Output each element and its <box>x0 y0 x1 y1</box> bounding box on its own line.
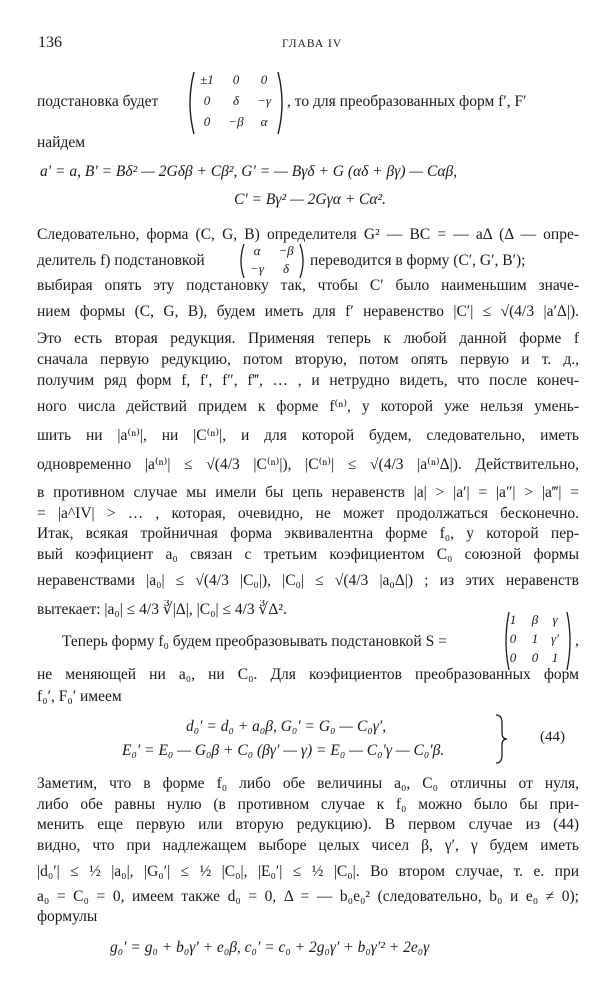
text-line: f₀′, F₀′ имеем <box>37 688 122 705</box>
matrix-1-cell: 0 <box>203 114 211 129</box>
text-line: вытекает: |a₀| ≤ 4/3 ∛|Δ|, |C₀| ≤ 4/3 ∛Δ². <box>37 601 287 618</box>
text-line: Заметим, что в форме f₀ либо обе величины a₀, C₀ отличны от нуля, <box>37 775 579 792</box>
matrix-2-cell: −β <box>278 243 294 258</box>
text-line: в противном случае мы имели бы цепь неравенств |a| > |a′| = |a″| > |a‴| = <box>37 484 579 501</box>
substitution-matrix-3 <box>503 610 575 672</box>
text-line: a₀ = C₀ = 0, имеем также d₀ = 0, Δ = — b₀e₀² (следовательно, b₀ и e₀ ≠ 0); <box>37 888 579 905</box>
chapter-title: ГЛАВА IV <box>282 38 343 50</box>
equation-line: E₀′ = E₀ — G₀β + C₀ (βγ′ — γ) = E₀ — C₀′γ — C₀′β. <box>122 742 445 759</box>
matrix-3-cell: γ <box>552 612 558 627</box>
equation-line: a′ = a, B′ = Bδ² — 2Gδβ + Cβ², G′ = — Bγδ + G (αδ + βγ) — Cαβ, <box>40 163 458 180</box>
text-line: сначала первую редукцию, потом вторую, потом опять первую и т. д., <box>37 351 579 368</box>
matrix-3-cell: 0 <box>509 650 517 665</box>
matrix-1-cell: α <box>260 114 268 129</box>
matrix-3-cell: 0 <box>509 631 517 646</box>
text-line: формулы <box>37 908 98 925</box>
matrix-3-cell: 0 <box>531 650 539 665</box>
text-line: найдем <box>37 134 86 151</box>
text-line: делитель f) подстановкой <box>37 252 205 269</box>
matrix-3-cell: β <box>531 612 539 627</box>
matrix-1-cell: 0 <box>232 72 240 87</box>
matrix-2-cell: α <box>253 243 261 258</box>
text-line: переводится в форму (C′, G′, B′); <box>310 252 526 269</box>
text-line: неравенствами |a₀| ≤ √(4/3 |C₀|), |C₀| ≤ √(4/3 |a₀Δ|) ; из этих неравенств <box>37 572 579 589</box>
text-line: Итак, всякая тройничная форма эквивалентна форме f₀, у которой пер- <box>37 525 579 542</box>
text-line: менить еще первую или вторую редукцию). В первом случае из (44) <box>37 816 579 833</box>
text-line: не меняющей ни a₀, ни C₀. Для коэфициентов преобразованных форм <box>37 666 579 683</box>
text-line: шить ни |a⁽ⁿ⁾|, ни |C⁽ⁿ⁾|, и для которой будем, следовательно, иметь <box>37 427 579 444</box>
text-line: получим ряд форм f, f′, f″, f‴, … , и нетрудно видеть, что после конеч- <box>37 372 579 389</box>
matrix-3-cell: 1 <box>509 612 517 627</box>
equation-number: (44) <box>540 729 565 745</box>
text-line: , то для преобразованных форм f′, F′ <box>287 93 527 110</box>
text-line: либо обе равны нулю (в противном случае к f₀ можно было бы при- <box>37 796 579 813</box>
matrix-1-cell: ±1 <box>200 72 214 87</box>
text-line: видно, что при надлежащем выборе целых чисел β, γ′, γ будем иметь <box>37 837 579 854</box>
matrix-3-cell: 1 <box>531 631 539 646</box>
matrix-1-cell: −β <box>228 114 244 129</box>
substitution-matrix-2 <box>238 242 306 280</box>
matrix-2-cell: δ <box>282 261 290 276</box>
equation-line: d₀′ = d₀ + a₀β, G₀′ = G₀ — C₀γ′, <box>186 718 387 735</box>
text-line: |d₀′| ≤ ½ |a₀|, |G₀′| ≤ ½ |C₀|, |E₀′| ≤ ½ |C₀|. Во втором случае, т. е. при <box>37 863 579 880</box>
text-line: нием формы (C, G, B), будем иметь для f′ неравенство |C′| ≤ √(4/3 |a′Δ|). <box>37 303 579 320</box>
equation-line: C′ = Bγ² — 2Gγα + Cα². <box>233 191 387 208</box>
matrix-1-cell: 0 <box>260 72 268 87</box>
equation-line: g₀′ = g₀ + b₀γ′ + e₀β, c₀′ = c₀ + 2g₀γ′ + b₀γ′² + 2e₀γ <box>110 939 430 956</box>
matrix-3-cell: 1 <box>551 650 559 665</box>
matrix-1-cell: δ <box>232 93 240 108</box>
substitution-matrix-1 <box>186 70 286 136</box>
text-line: ного числа действий придем к форме f⁽ⁿ⁾, у которой уже нельзя умень- <box>37 398 579 415</box>
text-line: вый коэфициент a₀ связан с третьим коэфициентом C₀ союзной формы <box>37 546 579 563</box>
text-line: одновременно |a⁽ⁿ⁾| ≤ √(4/3 |C⁽ⁿ⁾|), |C⁽ⁿ⁾| ≤ √(4/3 |a⁽ⁿ⁾Δ|). Действительно, <box>37 456 579 473</box>
matrix-1-cell: −γ <box>257 93 271 108</box>
text-line: Это есть вторая редукция. Применяя теперь к любой данной форме f <box>37 330 579 347</box>
page-number: 136 <box>38 34 62 51</box>
text-line: Теперь форму f₀ будем преобразовывать подстановкой S = <box>62 633 447 650</box>
matrix-1-cell: 0 <box>203 93 211 108</box>
text-line: подстановка будет <box>37 93 159 110</box>
matrix-3-cell: γ′ <box>551 631 559 646</box>
text-line: = |a^IV| > … , которая, очевидно, не может продолжаться бесконечно. <box>37 505 579 522</box>
matrix-2-cell: −γ <box>250 261 264 276</box>
right-brace-icon <box>494 713 508 765</box>
text-line: выбирая опять эту подстановку так, чтобы C′ было наименьшим значе- <box>37 277 579 294</box>
text-line: Следовательно, форма (C, G, B) определителя G² — BC = — aΔ (Δ — опре- <box>37 226 579 243</box>
